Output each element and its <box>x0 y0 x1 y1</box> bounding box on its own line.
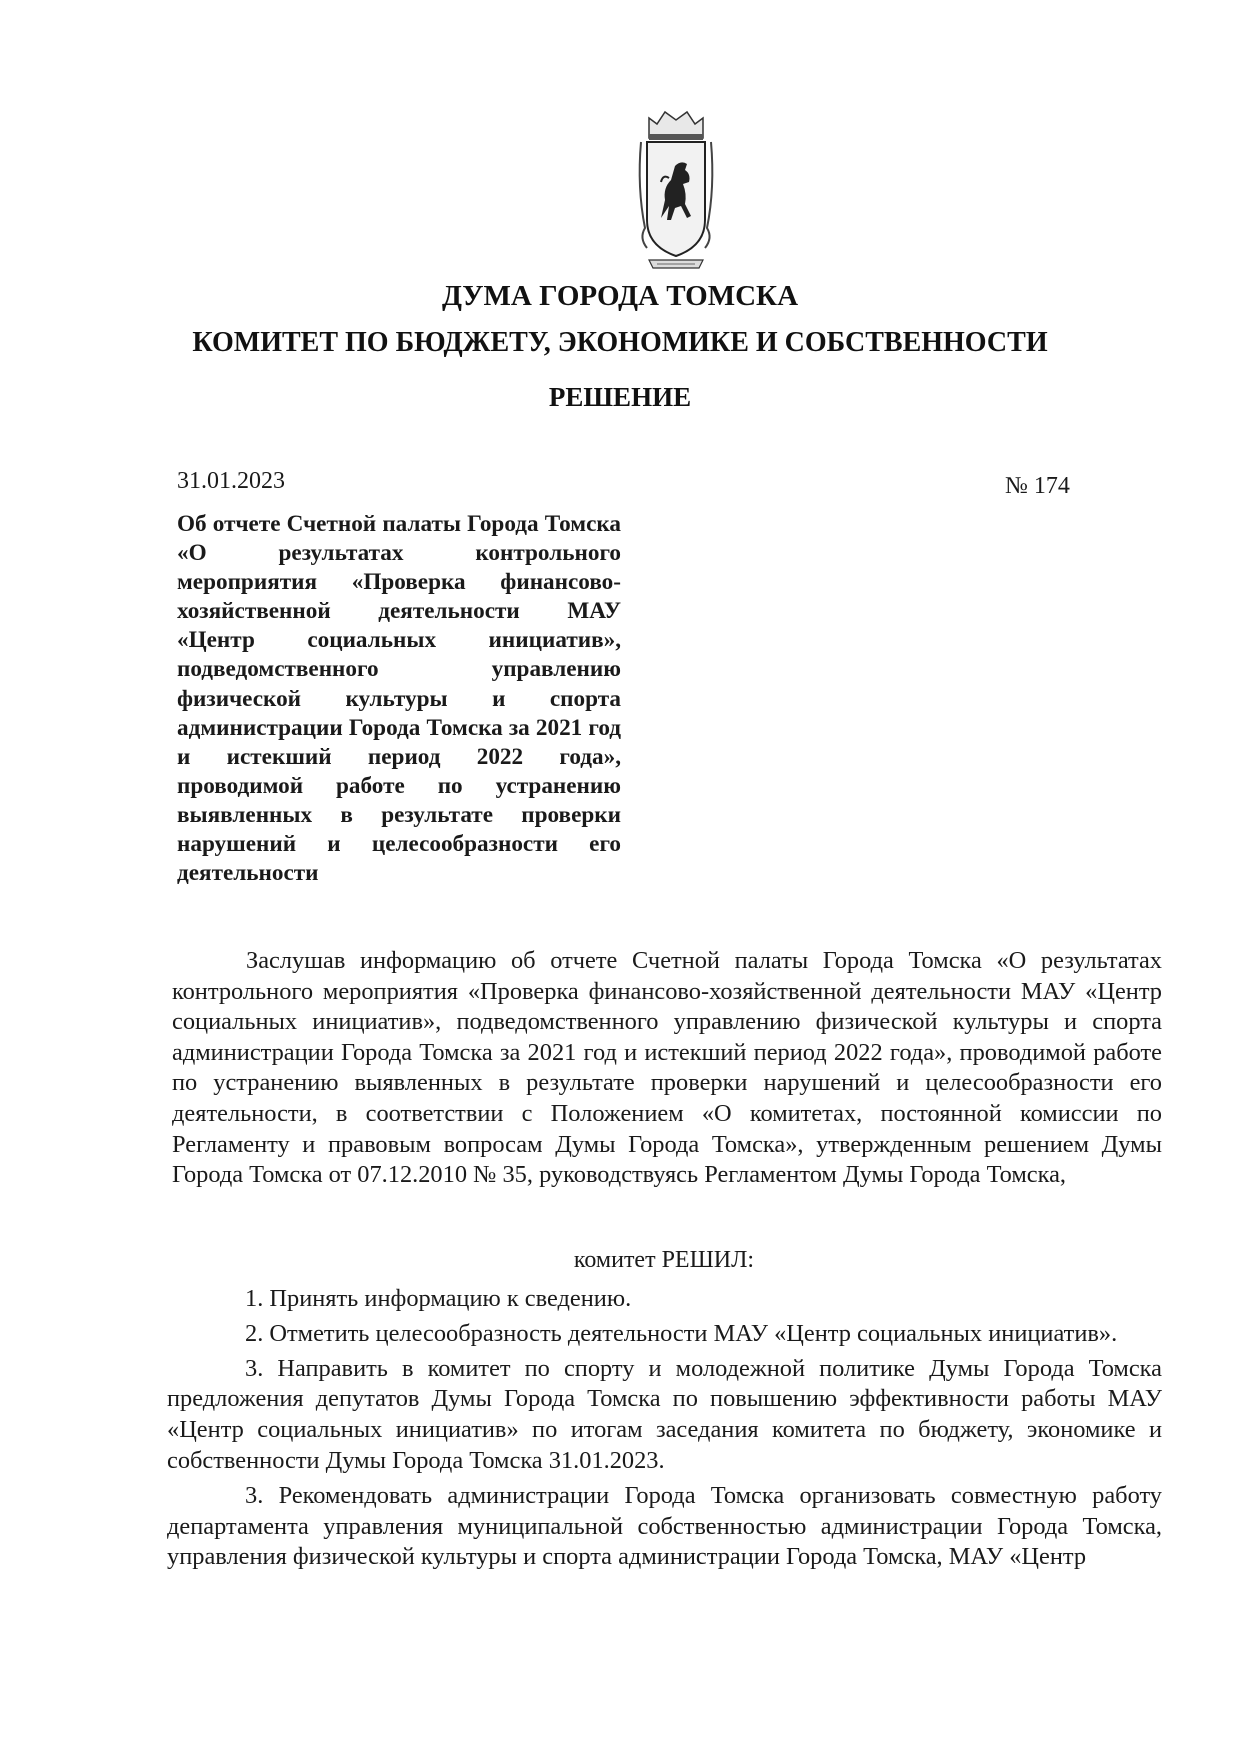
resolution-item: 2. Отметить целесообразность деятельности МАУ «Центр социальных инициатив». <box>245 1319 1118 1347</box>
organization-title: ДУМА ГОРОДА ТОМСКА <box>441 280 799 312</box>
resolution-item: 3. Рекомендовать администрации Города Томска организовать совместную работу департамента управления муниципальной собственностью администрации Города Томска, управления физической культуры и спорта администрации Города Томска, МАУ «Центр <box>167 1481 1162 1571</box>
resolved-heading: комитет РЕШИЛ: <box>573 1247 755 1273</box>
resolution-items <box>167 1284 1162 1577</box>
decision-number: № 174 <box>1005 473 1070 499</box>
committee-title: КОМИТЕТ ПО БЮДЖЕТУ, ЭКОНОМИКЕ И СОБСТВЕННОСТИ <box>192 327 1048 358</box>
decision-subject: Об отчете Счетной палаты Города Томска «О результатах контрольного мероприятия «Проверка финансово-хозяйственной деятельности МАУ «Центр социальных инициатив», подведомственного управлению физической культуры и спорта администрации Города Томска за 2021 год и истекший период 2022 года», проводимой работе по устранению выявленных в результате проверки нарушений и целесообразности его деятельности <box>177 511 621 887</box>
tomsk-coat-of-arms-icon <box>635 108 717 278</box>
document-type: РЕШЕНИЕ <box>548 382 692 412</box>
decision-date: 31.01.2023 <box>177 468 285 494</box>
resolution-item: 1. Принять информацию к сведению. <box>245 1285 632 1312</box>
resolution-item: 3. Направить в комитет по спорту и молодежной политике Думы Города Томска предложения депутатов Думы Города Томска по повышению эффективности работы МАУ «Центр социальных инициатив» по итогам заседания комитета по бюджету, экономике и собственности Думы Города Томска 31.01.2023. <box>167 1354 1162 1474</box>
preamble-paragraph: Заслушав информацию об отчете Счетной палаты Города Томска «О результатах контрольного мероприятия «Проверка финансово-хозяйственной деятельности МАУ «Центр социальных инициатив», подведомственного управлению физической культуры и спорта администрации Города Томска за 2021 год и истекший период 2022 года», проводимой работе по устранению выявленных в результате проверки нарушений и целесообразности его деятельности, в соответствии с Положением «О комитетах, постоянной комиссии по Регламенту и правовым вопросам Думы Города Томска», утвержденным решением Думы Города Томска от 07.12.2010 № 35, руководствуясь Регламентом Думы Города Томска, <box>172 947 1162 1189</box>
